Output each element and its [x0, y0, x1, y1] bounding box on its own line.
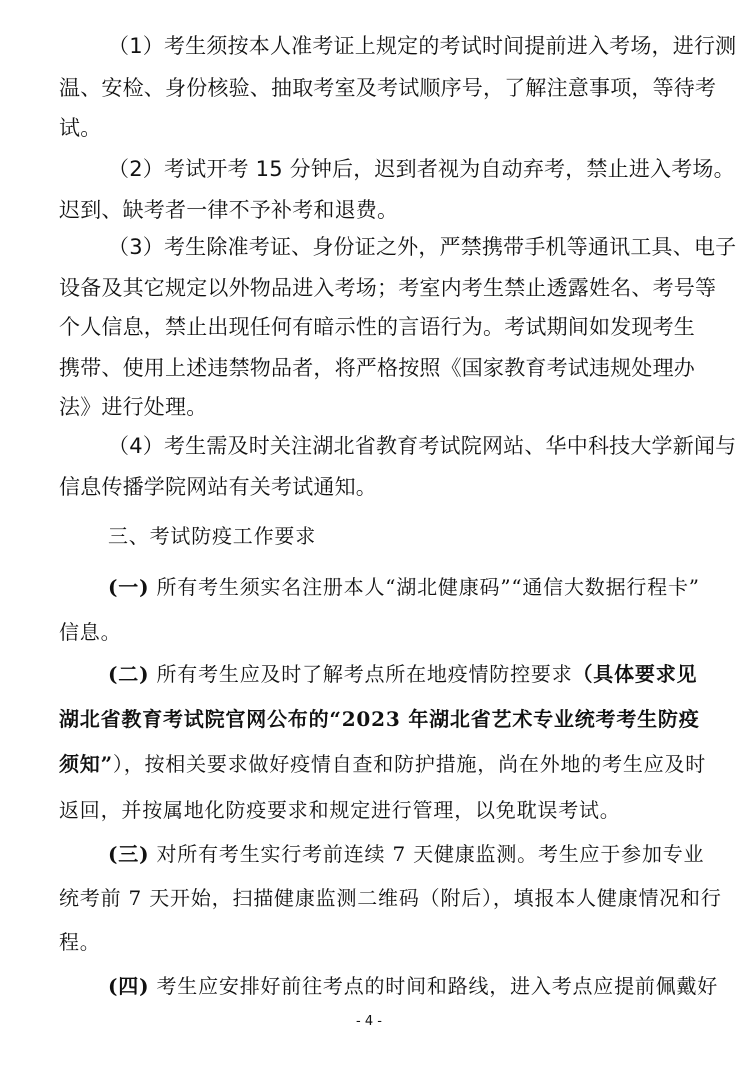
item-text-bold: （具体要求见: [572, 662, 698, 686]
paragraph-line: 湖北省教育考试院官网公布的“2023 年湖北省艺术专业统考考生防疫: [59, 707, 700, 731]
paragraph-line: [108, 573, 728, 601]
item-label: (二): [108, 662, 150, 686]
item-label: (四): [108, 974, 150, 998]
item-text: 考生应安排好前往考点的时间和路线，进入考点应提前佩戴好: [156, 974, 719, 998]
paragraph-line: 携带、使用上述违禁物品者，将严格按照《国家教育考试违规处理办: [59, 356, 695, 380]
paragraph-line: 法》进行处理。: [59, 395, 208, 419]
paragraph-line: 设备及其它规定以外物品进入考场；考室内考生禁止透露姓名、考号等: [59, 276, 717, 300]
paragraph-line: （4）考生需及时关注湖北省教育考试院网站、华中科技大学新闻与: [108, 434, 737, 458]
paragraph-line: [59, 750, 729, 778]
paragraph-line: 个人信息，禁止出现任何有暗示性的言语行为。考试期间如发现考生: [59, 315, 695, 339]
paragraph-line: 统考前 7 天开始，扫描健康监测二维码（附后），填报本人健康情况和行: [59, 886, 722, 910]
item-text: 所有考生应及时了解考点所在地疫情防控要求: [156, 662, 573, 686]
paragraph-line: [108, 972, 728, 1000]
paragraph-line: （2）考试开考 15 分钟后，迟到者视为自动弃考，禁止进入考场。: [108, 157, 735, 181]
paragraph-line: （3）考生除准考证、身份证之外，严禁携带手机等通讯工具、电子: [108, 235, 737, 259]
item-label: (三): [108, 842, 150, 866]
paragraph-line: 程。: [59, 930, 101, 954]
paragraph-line: 信息传播学院网站有关考试通知。: [59, 475, 377, 499]
item-text: 所有考生须实名注册本人“湖北健康码”“通信大数据行程卡”: [156, 575, 700, 599]
page-number: - 4 -: [356, 1014, 382, 1029]
paragraph-line: [108, 840, 728, 868]
paragraph-line: 试。: [59, 116, 102, 140]
paragraph-line: （1）考生须按本人准考证上规定的考试时间提前进入考场，进行测: [108, 34, 737, 58]
paragraph-line: [108, 660, 728, 688]
paragraph-line: 返回，并按属地化防疫要求和规定进行管理，以免耽误考试。: [59, 798, 621, 822]
section-heading: 三、考试防疫工作要求: [108, 524, 316, 548]
item-text-bold: 须知”: [59, 752, 113, 776]
paragraph-line: 信息。: [59, 620, 122, 644]
paragraph-line: 迟到、缺考者一律不予补考和退费。: [59, 198, 399, 222]
item-label: (一): [108, 575, 150, 599]
paragraph-line: 温、安检、身份核验、抽取考室及考试顺序号，了解注意事项，等待考: [59, 76, 717, 100]
item-text: 对所有考生实行考前连续 7 天健康监测。考生应于参加专业: [156, 842, 705, 866]
item-text: ），按相关要求做好疫情自查和防护措施，尚在外地的考生应及时: [112, 752, 707, 776]
